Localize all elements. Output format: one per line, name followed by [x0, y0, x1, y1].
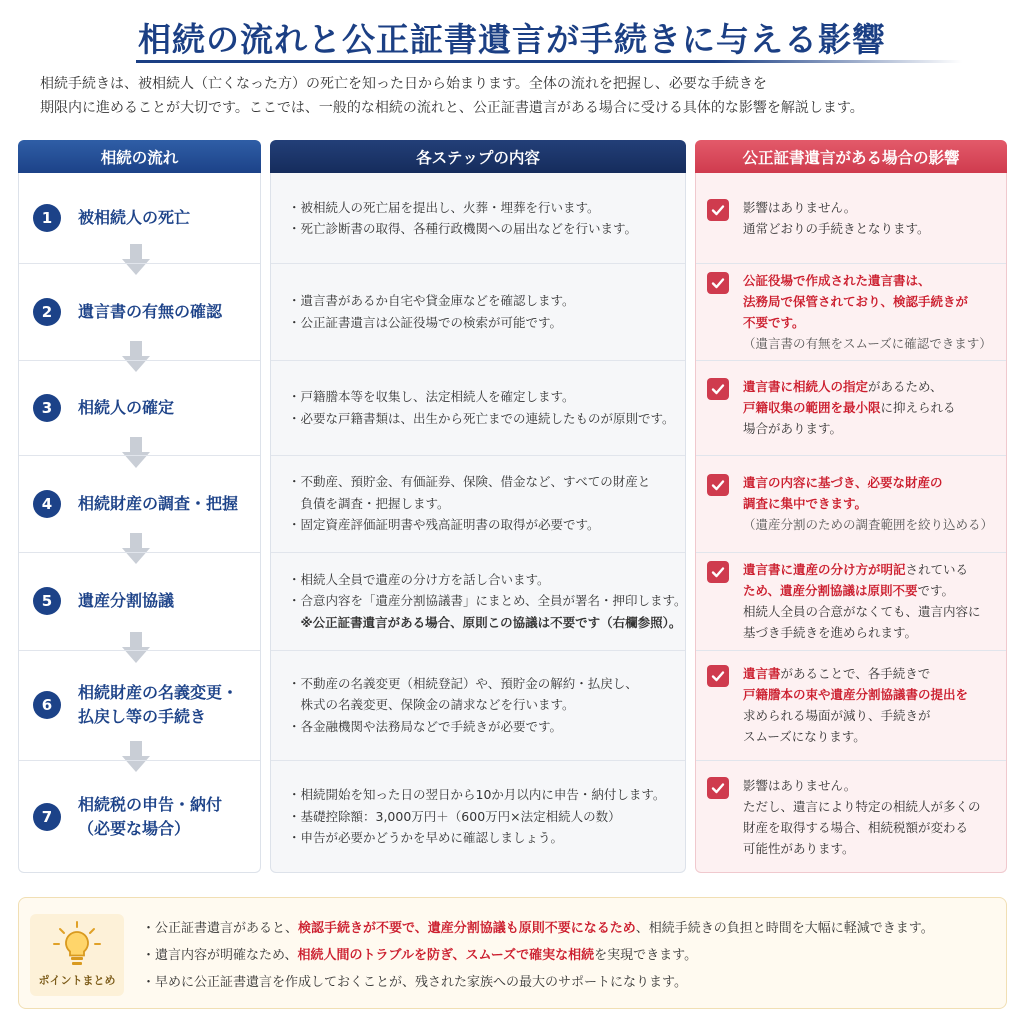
row-divider — [271, 455, 685, 456]
row-divider — [271, 263, 685, 264]
row-divider — [696, 650, 1006, 651]
step-number: 2 — [33, 298, 61, 326]
checkbox-checked-icon — [707, 777, 729, 799]
effect-text: 戸籍謄本の束や遺産分割協議書の提出を — [743, 687, 969, 702]
checkbox-checked-icon — [707, 378, 729, 400]
content-line: ・不動産、預貯金、有価証券、保険、借金など、すべての財産と — [288, 474, 651, 490]
step-content — [288, 290, 683, 333]
content-line: ・申告が必要かどうかを早めに確認しましょう。 — [288, 830, 564, 846]
step-number: 3 — [33, 394, 61, 422]
step-effect — [743, 376, 1003, 439]
step-label-line: 相続人の確定 — [78, 397, 175, 417]
effect-line — [743, 376, 1003, 397]
down-arrow-icon — [121, 741, 151, 773]
step-label — [78, 396, 258, 420]
effect-text: 基づき手続きを進められます。 — [743, 625, 918, 640]
effect-line — [743, 270, 1003, 291]
effect-line — [743, 312, 1003, 333]
summary-line — [142, 915, 1002, 942]
step-content — [288, 673, 683, 738]
row-divider — [19, 360, 260, 361]
step-content — [288, 569, 687, 634]
row-divider — [19, 263, 260, 264]
step-label-line: 払戻し等の手続き — [78, 707, 207, 726]
effect-text: 求められる場面が減り、手続きが — [743, 708, 931, 723]
step-label — [78, 589, 258, 613]
checkbox-checked-icon — [707, 199, 729, 221]
row-divider — [271, 360, 685, 361]
effect-text: スムーズになります。 — [743, 729, 866, 744]
effect-text: 遺言書 — [743, 666, 781, 681]
content-line: ・固定資産評価証明書や残高証明書の取得が必要です。 — [288, 517, 600, 533]
step-number: 6 — [33, 691, 61, 719]
header-flow: 相続の流れ — [18, 140, 261, 173]
row-divider — [696, 552, 1006, 553]
effect-line — [743, 580, 1003, 601]
intro-line: 相続手続きは、被相続人（亡くなった方）の死亡を知った日から始まります。全体の流れを把握し、必要な手続きを — [40, 76, 767, 92]
summary-text: 検認手続きが不要で、遺産分割協議も原則不要になるため — [298, 921, 636, 936]
content-line: ・相続開始を知った日の翌日から10か月以内に申告・納付します。 — [288, 787, 666, 803]
step-label-line: 相続税の申告・納付 — [78, 794, 223, 814]
effect-text: 財産を取得する場合、相続税額が変わる — [743, 819, 969, 835]
effect-text: 可能性があります。 — [743, 840, 855, 856]
effect-text: （遺産分割のための調査範囲を絞り込める） — [743, 517, 994, 532]
intro-text — [40, 72, 990, 120]
step-number: 7 — [33, 803, 61, 831]
effect-line — [743, 418, 1003, 439]
effect-text: 不要です。 — [743, 314, 805, 330]
effect-text: されている — [905, 562, 969, 577]
step-content — [288, 386, 683, 429]
effect-text: 通常どおりの手続きとなります。 — [743, 221, 930, 236]
summary-line — [142, 969, 1002, 996]
down-arrow-icon — [121, 632, 151, 664]
effect-text: ただし、遺言により特定の相続人が多くの — [743, 798, 981, 814]
intro-line: 期限内に進めることが大切です。ここでは、一般的な相続の流れと、公正証書遺言がある場合に受ける具体的な影響を解説します。 — [40, 100, 864, 116]
summary-text: 、相続手続きの負担と時間を大幅に軽減できます。 — [635, 921, 934, 936]
step-label — [78, 793, 258, 841]
row-divider — [19, 552, 260, 553]
content-line: ・合意内容を「遺産分割協議書」にまとめ、全員が署名・押印します。 — [288, 593, 687, 609]
content-line: ・戸籍謄本等を収集し、法定相続人を確定します。 — [288, 389, 575, 404]
effect-line — [743, 472, 1003, 493]
row-divider — [271, 650, 685, 651]
effect-text: （遺言書の有無をスムーズに確認できます） — [743, 335, 992, 351]
step-effect — [743, 472, 1003, 535]
content-line: 株式の名義変更、保険金の請求などを行います。 — [288, 697, 575, 713]
effect-text: 相続人全員の合意がなくても、遺言内容に — [743, 604, 981, 619]
effect-line — [743, 726, 1003, 747]
summary-badge — [30, 914, 124, 996]
effect-line — [743, 796, 1003, 817]
summary-points — [142, 915, 1002, 996]
effect-text: 公証役場で作成された遺言書は、 — [743, 272, 931, 288]
step-effect — [743, 663, 1003, 747]
step-effect — [743, 559, 1003, 643]
header-content: 各ステップの内容 — [270, 140, 686, 173]
checkbox-checked-icon — [707, 474, 729, 496]
step-label-line: 遺産分割協議 — [78, 591, 175, 610]
step-label-line: 遺言書の有無の確認 — [78, 301, 223, 321]
summary-line — [142, 942, 1002, 969]
effect-text: 戸籍収集の範囲を最小限 — [743, 400, 881, 415]
effect-text: です。 — [917, 583, 955, 598]
effect-text: 遺言書に遺産の分け方が明記 — [743, 562, 906, 577]
summary-text: ・公正証書遺言があると、 — [142, 921, 299, 936]
row-divider — [271, 760, 685, 761]
step-label — [78, 206, 258, 230]
step-label — [78, 300, 258, 324]
content-line: ・基礎控除額：3,000万円＋（600万円×法定相続人の数） — [288, 808, 621, 824]
row-divider — [696, 455, 1006, 456]
content-line: ・必要な戸籍書類は、出生から死亡までの連続したものが原則です。 — [288, 410, 675, 426]
effect-line — [743, 601, 1003, 622]
effect-text: 影響はありません。 — [743, 777, 857, 793]
down-arrow-icon — [121, 533, 151, 565]
title-underline — [136, 60, 962, 63]
step-content — [288, 784, 683, 849]
content-line: ※公正証書遺言がある場合、原則この協議は不要です（右欄参照）。 — [288, 614, 682, 630]
step-number: 1 — [33, 204, 61, 232]
effect-line — [743, 218, 1003, 239]
effect-line — [743, 559, 1003, 580]
effect-line — [743, 705, 1003, 726]
step-effect — [743, 197, 1003, 239]
content-line: ・相続人全員で遺産の分け方を話し合います。 — [288, 571, 550, 587]
checkbox-checked-icon — [707, 665, 729, 687]
down-arrow-icon — [121, 341, 151, 373]
content-line: 負債を調査・把握します。 — [288, 495, 450, 511]
effect-text: 法務局で保管されており、検認手続きが — [743, 293, 969, 309]
row-divider — [19, 650, 260, 651]
step-number: 5 — [33, 587, 61, 615]
summary-text: ・早めに公正証書遺言を作成しておくことが、残された家族への最大のサポートになります。 — [142, 975, 687, 990]
checkbox-checked-icon — [707, 561, 729, 583]
step-content — [288, 197, 683, 240]
effect-text: ため、遺産分割協議は原則不要 — [743, 583, 918, 598]
down-arrow-icon — [121, 437, 151, 469]
effect-line — [743, 622, 1003, 643]
effect-line — [743, 397, 1003, 418]
effect-line — [743, 291, 1003, 312]
effect-text: 遺言の内容に基づき、必要な財産の — [743, 475, 943, 490]
content-line: ・遺言書があるか自宅や貸金庫などを確認します。 — [288, 293, 575, 308]
step-content — [288, 471, 683, 536]
summary-label: ポイントまとめ — [38, 974, 116, 987]
row-divider — [271, 552, 685, 553]
step-label — [78, 492, 258, 516]
effect-line — [743, 775, 1003, 796]
summary-text: 相続人間のトラブルを防ぎ、スムーズで確実な相続 — [297, 948, 595, 963]
row-divider — [696, 360, 1006, 361]
step-label-line: 相続財産の調査・把握 — [78, 493, 239, 513]
header-effect: 公正証書遺言がある場合の影響 — [695, 140, 1007, 173]
summary-text: を実現できます。 — [594, 948, 698, 963]
row-divider — [19, 455, 260, 456]
effect-text: に抑えられる — [880, 400, 956, 415]
effect-line — [743, 838, 1003, 859]
summary-text: ・遺言内容が明確なため、 — [142, 948, 298, 963]
content-line: ・各金融機関や法務局などで手続きが必要です。 — [288, 718, 563, 734]
content-line: ・死亡診断書の取得、各種行政機関への届出などを行います。 — [288, 221, 638, 236]
effect-text: 調査に集中できます。 — [743, 496, 868, 511]
step-label-line: 相続財産の名義変更・ — [78, 683, 239, 702]
effect-line — [743, 197, 1003, 218]
effect-text: 影響はありません。 — [743, 200, 857, 215]
effect-text: があるため、 — [868, 379, 943, 394]
down-arrow-icon — [121, 244, 151, 276]
effect-text: 場合があります。 — [743, 421, 843, 436]
effect-line — [743, 817, 1003, 838]
step-label — [78, 681, 258, 729]
effect-line — [743, 333, 1003, 354]
row-divider — [696, 263, 1006, 264]
row-divider — [696, 760, 1006, 761]
content-line: ・被相続人の死亡届を提出し、火葬・埋葬を行います。 — [288, 199, 600, 215]
step-label-line: 被相続人の死亡 — [78, 208, 191, 227]
step-label-line: （必要な場合） — [78, 818, 191, 838]
effect-line — [743, 684, 1003, 705]
effect-line — [743, 514, 1003, 535]
lightbulb-icon — [30, 914, 124, 972]
content-line: ・公正証書遺言は公証役場での検索が可能です。 — [288, 314, 563, 330]
row-divider — [19, 760, 260, 761]
effect-line — [743, 493, 1003, 514]
step-number: 4 — [33, 490, 61, 518]
checkbox-checked-icon — [707, 272, 729, 294]
effect-line — [743, 663, 1003, 684]
page-title: 相続の流れと公正証書遺言が手続きに与える影響 — [138, 20, 886, 59]
effect-text: があることで、各手続きで — [780, 666, 931, 681]
content-line: ・不動産の名義変更（相続登記）や、預貯金の解約・払戻し、 — [288, 675, 638, 691]
effect-text: 遺言書に相続人の指定 — [743, 379, 869, 394]
step-effect — [743, 270, 1003, 354]
step-effect — [743, 775, 1003, 859]
